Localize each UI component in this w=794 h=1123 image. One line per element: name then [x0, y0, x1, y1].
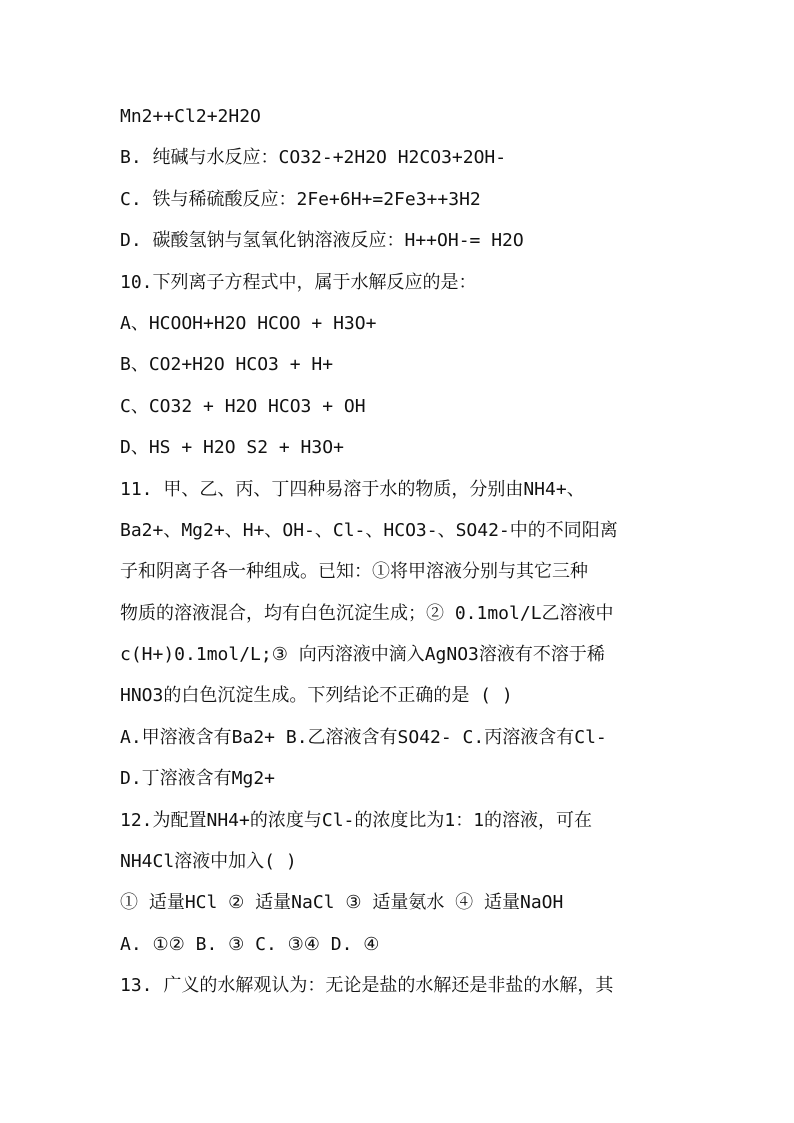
text-line: 物质的溶液混合，均有白色沉淀生成；② 0.1mol/L乙溶液中	[120, 602, 614, 624]
text-line: B. 纯碱与水反应：CO32-+2H2O H2CO3+2OH-	[120, 147, 507, 169]
question-10-stem: 10.下列离子方程式中，属于水解反应的是：	[120, 271, 477, 293]
text-line: 子和阴离子各一种组成。已知：①将甲溶液分别与其它三种	[120, 561, 588, 583]
text-line: D.丁溶液含有Mg2+	[120, 768, 276, 790]
text-line: c(H+)0.1mol/L;③ 向丙溶液中滴入AgNO3溶液有不溶于稀	[120, 644, 605, 666]
document-body	[120, 96, 680, 1007]
text-line: HNO3的白色沉淀生成。下列结论不正确的是 ( )	[120, 685, 513, 707]
text-line: B、CO2+H2O HCO3 + H+	[120, 354, 334, 376]
text-line: NH4Cl溶液中加入( )	[120, 851, 297, 873]
question-13-stem: 13. 广义的水解观认为：无论是盐的水解还是非盐的水解，其	[120, 975, 614, 997]
text-line: D. 碳酸氢钠与氢氧化钠溶液反应：H++OH-= H2O	[120, 230, 524, 252]
text-line: C. 铁与稀硫酸反应：2Fe+6H+=2Fe3++3H2	[120, 188, 481, 210]
text-line: ① 适量HCl ② 适量NaCl ③ 适量氨水 ④ 适量NaOH	[120, 892, 564, 914]
text-line: A.甲溶液含有Ba2+ B.乙溶液含有SO42- C.丙溶液含有Cl-	[120, 726, 607, 748]
question-12-stem: 12.为配置NH4+的浓度与Cl-的浓度比为1：1的溶液，可在	[120, 809, 593, 831]
text-line: Ba2+、Mg2+、H+、OH-、Cl-、HCO3-、SO42-中的不同阳离	[120, 519, 618, 541]
text-line: C、CO32 + H2O HCO3 + OH	[120, 395, 366, 417]
text-line: Mn2++Cl2+2H2O	[120, 106, 261, 127]
question-11-stem: 11. 甲、乙、丙、丁四种易溶于水的物质，分别由NH4+、	[120, 478, 585, 500]
text-line: A、HCOOH+H2O HCOO + H3O+	[120, 312, 377, 334]
text-line: D、HS + H2O S2 + H3O+	[120, 437, 344, 459]
text-line: A. ①② B. ③ C. ③④ D. ④	[120, 933, 380, 955]
